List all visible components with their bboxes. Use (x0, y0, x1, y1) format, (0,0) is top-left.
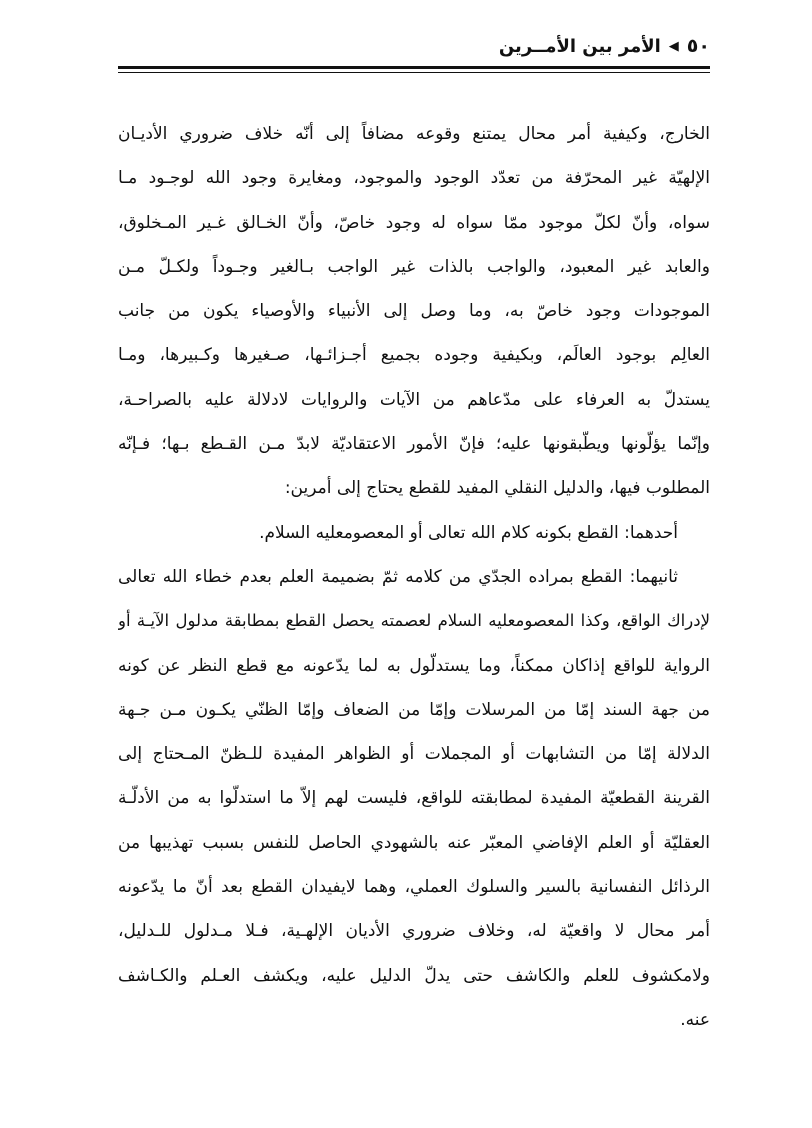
header-rule-thin (118, 72, 710, 73)
text-line: والعابد غير المعبود، والواجب بالذات غير الواجب بـالغير وجـوداً ولكـلّ مـن (118, 256, 710, 277)
text-line: عنه. (680, 1009, 710, 1030)
text-line: العقليّة أو العلم الإفاضي المعبّر عنه بالشهودي الحاصل للنفس بسبب تهذيبها من (118, 832, 710, 853)
page-header (118, 28, 710, 64)
header-rule-thick (118, 66, 710, 69)
text-line: ولامكشوف للعلم والكاشف حتى يدلّ الدليل عليه، ويكشف العـلم والكـاشف (118, 965, 710, 986)
body-text (118, 112, 710, 1042)
text-line: العالِم بوجود العالَم، وبكيفية وجوده بجميع أجـزائـها، صـغيرها وكـبيرها، ومـا (118, 345, 710, 366)
text-line: من جهة السند إمّا من المرسلات وإمّا من الضعاف وإمّا الظنّي يكـون مـن جـهة (118, 699, 710, 720)
text-line: وإنّما يؤلّونها ويطّبقونها عليه؛ فإنّ الأمور الاعتقاديّة لابدّ مـن القـطع بـها؛ فـإنّه (118, 434, 710, 455)
text-line: القرينة القطعيّة المفيدة لمطابقته للواقع، فليست لهم إلاّ ما استدلّوا به من الأدلّـة (118, 788, 710, 809)
page-number: ٥٠ (686, 35, 710, 57)
triangle-left-icon: ◀ (668, 38, 679, 54)
text-line: أمر محال لا واقعيّة له، وخلاف ضروري الأديان الإلهـية، فـلا مـدلول للـدليل، (118, 921, 710, 942)
text-line: الرذائل النفسانية بالسير والسلوك العملي، وهما لايفيدان القطع بعد أنّ ما يدّعونه (118, 877, 710, 898)
text-line: يستدلّ به العرفاء على مدّعاهم من الآيات والروايات لادلالة عليه بالصراحـة، (118, 389, 710, 410)
text-line: سواه، وأنّ لكلّ موجود ممّا سواه له وجود خاصّ، وأنّ الخـالق غـير المـخلوق، (118, 212, 710, 233)
text-line: الخارج، وكيفية أمر محال يمتنع وقوعه مضافاً إلى أنّه خلاف ضروري الأديـان (118, 124, 710, 144)
text-line: أحدهما: القطع بكونه كلام الله تعالى أو المعصومعليه السلام. (259, 522, 678, 543)
text-line: الموجودات وجود خاصّ به، وما وصل إلى الأنبياء والأوصياء يكون من جانب (118, 301, 710, 322)
text-line: الدلالة إمّا من التشابهات أو المجملات أو الظواهر المفيدة للـظنّ المـحتاج إلى (118, 744, 710, 765)
running-title: الأمر بين الأمــرين (498, 35, 661, 57)
text-line: ثانيهما: القطع بمراده الجدّي من كلامه ثمّ بضميمة العلم بعدم خطاء الله تعالى (118, 566, 678, 587)
text-line: لإدراك الواقع، وكذا المعصومعليه السلام لعصمته يحصل القطع بمطابقة مدلول الآيـة أو (118, 611, 710, 631)
text-line: الرواية للواقع إذاكان ممكناً، وما يستدلّول به لما يدّعونه مع قطع النظر عن كونه (118, 655, 710, 676)
text-line: الإلهيّة غير المحرّفة من تعدّد الوجود والموجود، ومغايرة وجود الله لوجـود مـا (118, 168, 710, 189)
text-line: المطلوب فيها، والدليل النقلي المفيد للقطع يحتاج إلى أمرين: (284, 478, 710, 499)
